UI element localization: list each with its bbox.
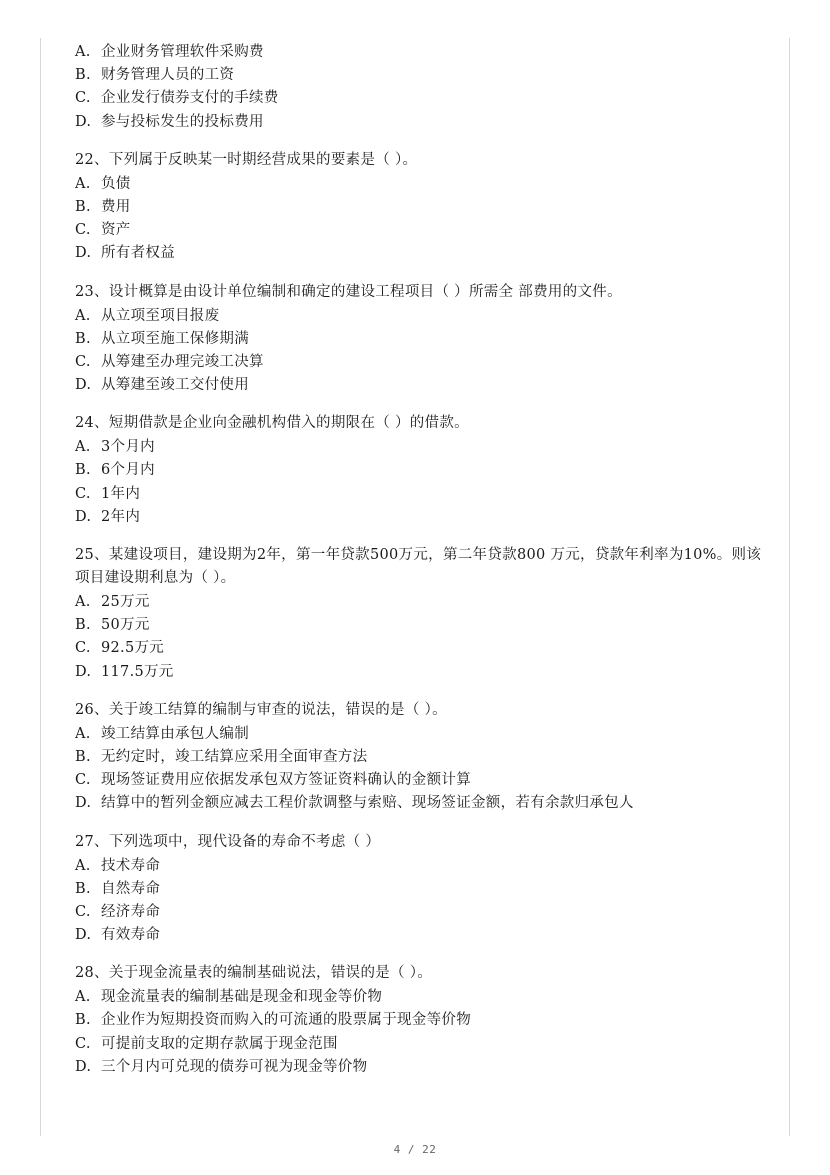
option-text: 现金流量表的编制基础是现金和现金等价物 bbox=[101, 989, 383, 1006]
option-letter: C. bbox=[75, 903, 91, 920]
option-c bbox=[75, 901, 765, 924]
question-26 bbox=[75, 699, 765, 816]
page-number: 4 / 22 bbox=[393, 1143, 437, 1156]
option-text: 2年内 bbox=[101, 508, 141, 525]
option-text: 参与投标发生的投标费用 bbox=[101, 113, 264, 130]
option-text: 50万元 bbox=[101, 617, 150, 634]
option-text: 资产 bbox=[101, 222, 131, 239]
option-b bbox=[75, 64, 765, 87]
option-letter: A. bbox=[75, 594, 91, 610]
question-24 bbox=[75, 412, 765, 529]
option-letter: C. bbox=[75, 222, 91, 239]
option-letter: C. bbox=[75, 640, 91, 657]
option-letter: D. bbox=[75, 508, 92, 525]
option-text: 企业作为短期投资而购入的可流通的股票属于现金等价物 bbox=[101, 1012, 471, 1029]
option-text: 技术寿命 bbox=[101, 857, 161, 874]
option-c bbox=[75, 219, 765, 242]
option-b bbox=[75, 878, 765, 901]
question-text: 25、某建设项目，建设期为2年，第一年贷款500万元，第二年贷款800 万元，贷款年利率为10%。则该项目建设期利息为（ ）。 bbox=[75, 547, 762, 586]
option-letter: D. bbox=[75, 377, 92, 394]
option-c bbox=[75, 1033, 765, 1056]
option-letter: B. bbox=[75, 1012, 91, 1029]
option-text: 从筹建至竣工交付使用 bbox=[101, 377, 249, 394]
option-letter: D. bbox=[75, 113, 92, 130]
option-letter: A. bbox=[75, 989, 91, 1006]
option-letter: C. bbox=[75, 485, 91, 502]
option-text: 从立项至施工保修期满 bbox=[101, 330, 249, 347]
option-a bbox=[75, 41, 765, 64]
option-letter: C. bbox=[75, 772, 91, 789]
option-c bbox=[75, 483, 765, 506]
option-letter: B. bbox=[75, 67, 91, 84]
option-text: 25万元 bbox=[101, 594, 150, 610]
option-letter: D. bbox=[75, 663, 92, 680]
option-letter: A. bbox=[75, 307, 91, 324]
option-b bbox=[75, 614, 765, 637]
question-text: 27、下列选项中，现代设备的寿命不考虑（ ） bbox=[75, 833, 381, 850]
option-text: 6个月内 bbox=[101, 462, 155, 479]
page-border-left bbox=[40, 38, 41, 1136]
option-d bbox=[75, 1056, 765, 1079]
question-text: 23、设计概算是由设计单位编制和确定的建设工程项目（ ）所需全 部费用的文件。 bbox=[75, 283, 622, 300]
question-text: 28、关于现金流量表的编制基础说法，错误的是（ ）。 bbox=[75, 965, 433, 982]
option-a bbox=[75, 723, 765, 746]
option-letter: A. bbox=[75, 175, 91, 192]
option-letter: D. bbox=[75, 927, 92, 944]
option-letter: B. bbox=[75, 748, 91, 765]
option-text: 117.5万元 bbox=[101, 663, 174, 680]
option-c bbox=[75, 351, 765, 374]
option-text: 自然寿命 bbox=[101, 880, 161, 897]
option-text: 可提前支取的定期存款属于现金范围 bbox=[101, 1035, 338, 1052]
option-text: 从筹建至办理完竣工决算 bbox=[101, 353, 264, 370]
option-letter: A. bbox=[75, 44, 91, 60]
question-text: 26、关于竣工结算的编制与审查的说法，错误的是（ ）。 bbox=[75, 701, 447, 718]
option-a bbox=[75, 855, 765, 878]
option-a bbox=[75, 305, 765, 328]
option-letter: C. bbox=[75, 90, 91, 107]
option-text: 企业发行债券支付的手续费 bbox=[101, 90, 279, 107]
option-text: 企业财务管理软件采购费 bbox=[101, 44, 264, 60]
question-21-continuation bbox=[75, 41, 765, 134]
option-text: 现场签证费用应依据发承包双方签证资料确认的金额计算 bbox=[101, 772, 471, 789]
option-text: 三个月内可兑现的债券可视为现金等价物 bbox=[101, 1058, 368, 1075]
option-letter: B. bbox=[75, 462, 91, 479]
option-text: 从立项至项目报废 bbox=[101, 307, 220, 324]
option-a bbox=[75, 436, 765, 459]
question-27 bbox=[75, 831, 765, 948]
option-a bbox=[75, 591, 765, 614]
option-letter: B. bbox=[75, 617, 91, 634]
option-d bbox=[75, 111, 765, 134]
option-letter: A. bbox=[75, 439, 91, 456]
option-d bbox=[75, 924, 765, 947]
page-content bbox=[75, 41, 765, 1079]
option-letter: A. bbox=[75, 725, 91, 742]
question-23 bbox=[75, 281, 765, 398]
option-c bbox=[75, 769, 765, 792]
option-text: 1年内 bbox=[101, 485, 141, 502]
option-b bbox=[75, 1009, 765, 1032]
option-letter: C. bbox=[75, 1035, 91, 1052]
option-c bbox=[75, 637, 765, 660]
option-text: 经济寿命 bbox=[101, 903, 161, 920]
option-b bbox=[75, 459, 765, 482]
option-d bbox=[75, 506, 765, 529]
option-letter: D. bbox=[75, 1058, 92, 1075]
option-d bbox=[75, 242, 765, 265]
option-text: 财务管理人员的工资 bbox=[101, 67, 235, 84]
option-text: 3个月内 bbox=[101, 439, 155, 456]
option-letter: B. bbox=[75, 880, 91, 897]
option-text: 有效寿命 bbox=[101, 927, 161, 944]
option-d bbox=[75, 661, 765, 684]
option-text: 92.5万元 bbox=[101, 640, 165, 657]
option-b bbox=[75, 196, 765, 219]
option-letter: A. bbox=[75, 857, 91, 874]
question-28 bbox=[75, 962, 765, 1079]
question-22 bbox=[75, 149, 765, 266]
option-letter: B. bbox=[75, 198, 91, 215]
question-text: 22、下列属于反映某一时期经营成果的要素是（ ）。 bbox=[75, 151, 418, 168]
option-text: 无约定时，竣工结算应采用全面审查方法 bbox=[101, 748, 368, 765]
option-letter: D. bbox=[75, 245, 92, 262]
page-border-right bbox=[789, 38, 790, 1136]
option-letter: C. bbox=[75, 353, 91, 370]
option-text: 竣工结算由承包人编制 bbox=[101, 725, 249, 742]
option-c bbox=[75, 87, 765, 110]
option-d bbox=[75, 792, 765, 815]
question-25 bbox=[75, 544, 765, 684]
option-letter: D. bbox=[75, 795, 92, 812]
option-d bbox=[75, 374, 765, 397]
option-letter: B. bbox=[75, 330, 91, 347]
option-text: 结算中的暂列金额应减去工程价款调整与索赔、现场签证金额，若有余款归承包人 bbox=[101, 795, 634, 812]
option-text: 费用 bbox=[101, 198, 131, 215]
option-b bbox=[75, 328, 765, 351]
option-b bbox=[75, 746, 765, 769]
option-a bbox=[75, 986, 765, 1009]
question-text: 24、短期借款是企业向金融机构借入的期限在（ ）的借款。 bbox=[75, 415, 469, 432]
option-text: 所有者权益 bbox=[101, 245, 175, 262]
option-a bbox=[75, 173, 765, 196]
option-text: 负债 bbox=[101, 175, 131, 192]
